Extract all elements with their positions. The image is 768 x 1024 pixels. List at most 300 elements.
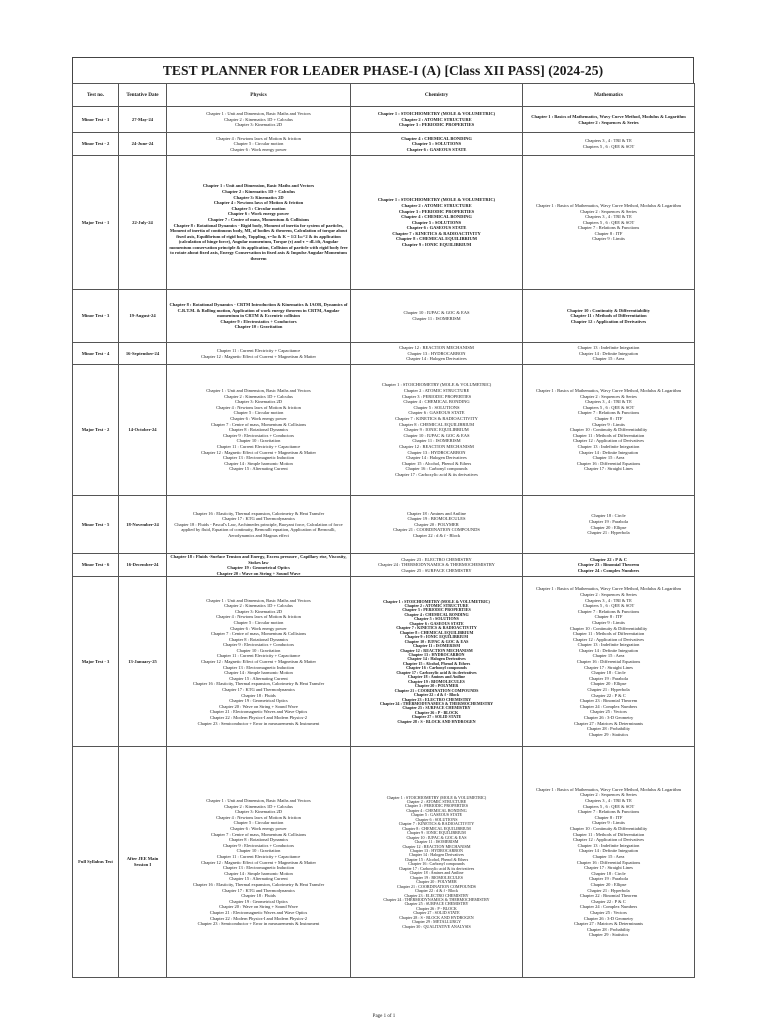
maths-chapter-line: Chapter 14 : Definite Integration <box>579 647 638 653</box>
test-number-cell: Major Test - 1 <box>73 156 119 290</box>
chemistry-chapter-line: Chapter 26 : P - BLOCK <box>414 709 459 715</box>
physics-chapter-line: Chapter 23 : Semiconductor + Error in measurements & Instrument <box>197 720 320 726</box>
table-row <box>73 133 695 156</box>
physics-chapter-line: Chapter 9 : Electrostatics + Conductors <box>220 318 297 324</box>
physics-chapter-line: Chapter 16 : Elasticity, Thermal expansion, Calorimetry & Heat Transfer <box>192 681 325 687</box>
physics-chapter-line: Chapter 3: Kinematics 2D <box>234 399 283 405</box>
maths-chapter-line: Chapter 10 : Continuity & Differentiability <box>569 427 648 433</box>
chemistry-chapter-line: Chapter 27 : SOLID STATE <box>411 714 462 720</box>
chemistry-chapter-line: Chapter 16 : Carbonyl compounds <box>406 665 467 671</box>
test-number-cell: Major Test - 3 <box>73 577 119 747</box>
maths-syllabus-cell <box>523 107 695 133</box>
chemistry-chapter-line: Chapter 5 : SOLUTIONS <box>411 141 462 147</box>
physics-chapter-line: Chapter 4 : Newtons laws of Motion & friction <box>216 404 301 410</box>
physics-chapter-line: Chapter 5 : Circular motion <box>233 410 284 416</box>
maths-chapter-line: Chapter 22 : Binomial Theorem <box>579 893 638 899</box>
maths-chapter-line: Chapter 27 : Matrices & Determinants <box>573 720 644 726</box>
physics-chapter-line: Chapter 2 : Kinematics 1D + Calculus <box>224 116 293 122</box>
physics-chapter-line: Chapter 5 : Circular motion <box>233 619 284 625</box>
physics-chapter-line: Chapter 17 : KTG and Thermodynamics <box>222 687 295 693</box>
chemistry-chapter-line: Chapter 15 : Alcohol, Phenol & Ethers <box>402 660 471 666</box>
maths-chapter-line: Chapters 5 , 6 : QEE & SOT <box>582 219 635 225</box>
chemistry-chapter-line: Chapter 10 : IUPAC & GOC & EAS <box>404 638 469 644</box>
physics-chapter-line: Chapter 9 : Electrostatics + Conductors <box>223 432 294 438</box>
physics-chapter-line: Chapter 22 : Modern Physics-I and Modern Physics-2 <box>209 715 308 721</box>
chemistry-chapter-line: Chapter 21 : COORDINATION COMPOUNDS <box>394 687 479 693</box>
maths-chapter-line: Chapter 2 : Sequences & Series <box>580 792 637 798</box>
maths-chapter-line: Chapter 17 : Straight Lines <box>584 466 633 472</box>
maths-chapter-line: Chapter 9 : Limits <box>592 619 625 625</box>
chemistry-chapter-line: Chapter 6 : GASEOUS STATE <box>408 410 465 416</box>
physics-chapter-line: Chapter 19 : Geometrical Optics <box>229 898 288 904</box>
chemistry-chapter-line: Chapter 12 : REACTION MECHANISM <box>402 843 471 849</box>
maths-chapter-line: Chapter 1 : Basics of Mathematics, Wavy Curve Method, Modulus & Logarithm <box>531 113 686 119</box>
chemistry-syllabus-cell <box>351 343 523 365</box>
maths-chapter-line: Chapter 7 : Relations & Functions <box>577 410 640 416</box>
chemistry-chapter-line: Chapter 7 : KINETICS & RADIOACTIVITY <box>392 230 481 236</box>
maths-chapter-line: Chapter 19 : Parabola <box>588 675 629 681</box>
chemistry-chapter-line: Chapter 7 : KINETICS & RADIOACTIVITY <box>396 625 477 631</box>
maths-chapter-line: Chapter 17 : Straight Lines <box>584 865 633 871</box>
maths-chapter-line: Chapter 17 : Straight Lines <box>584 664 633 670</box>
table-row <box>73 343 695 365</box>
test-number-cell: Minor Test - 2 <box>73 133 119 156</box>
physics-chapter-line: Chapter 19 : Geometrical Optics <box>229 698 288 704</box>
maths-chapter-line: Chapter 24 : Complex Numbers <box>577 567 640 573</box>
chemistry-chapter-line: Chapter 15 : Alcohol, Phenol & Ethers <box>404 856 469 862</box>
maths-chapter-line: Chapter 26 : 3-D Geometry <box>583 915 634 921</box>
maths-chapter-line: Chapter 15 : Area <box>592 356 625 362</box>
maths-chapter-line: Chapter 20 : Ellipse <box>590 524 627 530</box>
chemistry-chapter-line: Chapter 1 : STOICHIOMETRY (MOLE & VOLUMETRIC) <box>386 794 487 800</box>
chemistry-chapter-line: Chapter 24 : THERMODYNAMICS & THERMOCHEMISTRY <box>383 897 490 902</box>
test-number-cell: Minor Test - 1 <box>73 107 119 133</box>
maths-syllabus-cell <box>523 747 695 978</box>
physics-syllabus-cell <box>167 554 351 577</box>
chemistry-chapter-line: Chapter 2 : ATOMIC STRUCTURE <box>401 202 472 208</box>
maths-chapter-line: Chapter 22 : P & C <box>589 556 628 562</box>
chemistry-chapter-line: Chapter 24 : THERMODYNAMICS & THERMOCHEMISTRY <box>379 700 494 706</box>
chemistry-chapter-line: Chapter 13 : HYDROCARBON <box>407 449 466 455</box>
chemistry-chapter-line: Chapter 11 : ISOMERISM <box>412 438 461 444</box>
maths-chapter-line: Chapter 20 : Ellipse <box>590 881 627 887</box>
maths-chapter-line: Chapter 10 : Continuity & Differentiability <box>569 625 648 631</box>
chemistry-chapter-line: Chapter 8 : CHEMICAL EQUILIBRIUM <box>402 825 471 831</box>
chemistry-syllabus-cell <box>351 496 523 554</box>
maths-chapter-line: Chapter 16 : Differential Equations <box>576 460 641 466</box>
chemistry-chapter-line: Chapter 10 : IUPAC & GOC & EAS <box>406 834 467 840</box>
header-tentative-date: Tentative Date <box>119 84 167 107</box>
chemistry-chapter-line: Chapter 17 : Carboxylic acid & its derivatives <box>395 471 478 477</box>
chemistry-chapter-line: Chapter 17 : Carboxylic acid & its derivatives <box>396 669 477 675</box>
maths-chapter-line: Chapter 22 : P & C <box>591 692 626 698</box>
chemistry-chapter-line: Chapter 19 : BIOMOLECULES <box>407 516 466 522</box>
chemistry-chapter-line: Chapter 25 : SURFACE CHEMISTRY <box>401 567 472 573</box>
chemistry-chapter-line: Chapter 3 : PERIODIC PROPERTIES <box>398 122 475 128</box>
physics-chapter-line: Chapter 8 : Rotational Dynamics - Rigid body, Moment of inertia for system of particles, Moment of inertia of continuous body, MI, of bodies & theorem, Calculation of torque about fixed axis, Equilibrium of rigid body, Toppling, τ=Iα & K = 1/2 Iω^2 & its application (calculation of hinge force), Angular momentum, Torque (τ) and τ = dL/dt, Angular momentum conservation principle & its application, Collision of particle with rigid body free to rotate about fixed axis, Energy Conservation in fixed axis & Impulse Angular Momentum theorem <box>169 222 348 262</box>
maths-chapter-line: Chapter 25 : Vectors <box>590 709 627 715</box>
physics-syllabus-cell <box>167 496 351 554</box>
maths-chapter-line: Chapter 13 : Indefinite Integration <box>577 345 640 351</box>
maths-chapter-line: Chapter 11 : Methods of Differentiation <box>572 831 645 837</box>
maths-chapter-line: Chapter 24 : Complex Numbers <box>579 904 638 910</box>
physics-chapter-line: Chapter 2 : Kinematics 1D + Calculus <box>222 188 295 194</box>
physics-chapter-line: Chapter 13 : Electromagnetic Induction <box>222 455 295 461</box>
physics-chapter-line: Chapter 14 : Simple harmonic Motion <box>224 870 293 876</box>
maths-chapter-line: Chapter 1 : Basics of Mathematics, Wavy Curve Method, Modulus & Logarithm <box>536 202 681 208</box>
chemistry-chapter-line: Chapter 3 : PERIODIC PROPERTIES <box>405 803 468 809</box>
chemistry-chapter-line: Chapter 4 : CHEMICAL BONDING <box>401 214 472 220</box>
header-mathematics: Mathematics <box>523 84 695 107</box>
physics-chapter-line: Chapter 3: Kinematics 2D <box>234 809 283 815</box>
physics-chapter-line: Chapter 7 : Centre of mass, Momentum & Collisions <box>210 631 307 637</box>
physics-chapter-line: Chapter 12 : Magnetic Effect of Current + Magnetism & Matter <box>201 353 316 359</box>
physics-chapter-line: Chapter 1 : Unit and Dimension, Basic Maths and Vectors <box>206 388 311 394</box>
maths-chapter-line: Chapters 5 , 6 : QEE & SOT <box>582 803 635 809</box>
test-number-cell: Minor Test - 3 <box>73 290 119 343</box>
physics-chapter-line: Chapter 18 : Fluids -Surface Tension and Energy, Excess pressure , Capillary rise, Viscosity, Stokes law <box>170 554 347 565</box>
maths-chapter-line: Chapter 18 : Circle <box>591 870 626 876</box>
physics-chapter-line: Chapter 1 : Unit and Dimension, Basic Maths and Vectors <box>206 597 311 603</box>
maths-chapter-line: Chapter 11 : Methods of Differentiation <box>572 432 645 438</box>
chemistry-syllabus-cell <box>351 577 523 747</box>
chemistry-syllabus-cell <box>351 365 523 496</box>
chemistry-chapter-line: Chapter 29 : METALLURGY <box>411 919 462 925</box>
maths-chapter-line: Chapter 23 : Binomial Theorem <box>577 562 640 568</box>
chemistry-chapter-line: Chapter 21 : COORDINATION COMPOUNDS <box>397 883 476 889</box>
physics-chapter-line: Chapter 18 : Fluids <box>241 893 276 899</box>
chemistry-chapter-line: Chapter 5 : SOLUTIONS <box>411 219 462 225</box>
physics-chapter-line: Chapter 11 : Current Electricity + Capacitance <box>216 443 301 449</box>
physics-chapter-line: Chapter 8 : Rotational Dynamics - CRTM Introduction & Kinematics & IAOR, Dynamics of C.R.T.M. & Rolling motion, Application of work energy theorem in CRTM, Angular momentum in CRTM & Eccentric collision <box>169 302 348 319</box>
chemistry-chapter-line: Chapter 14 : Halogen Derivatives <box>406 356 467 362</box>
test-number-cell: Full Syllabus Test <box>73 747 119 978</box>
maths-chapter-line: Chapters 3 , 4 : TRI & TE <box>585 138 632 144</box>
maths-chapter-line: Chapter 2 : Sequences & Series <box>580 208 637 214</box>
chemistry-chapter-line: Chapter 3 : PERIODIC PROPERTIES <box>402 607 471 613</box>
maths-chapter-line: Chapter 23 : Binomial Theorem <box>579 698 638 704</box>
chemistry-chapter-line: Chapter 16 : Carbonyl compounds <box>405 466 468 472</box>
tentative-date-cell: 18-November-24 <box>119 496 167 554</box>
tentative-date-cell: After JEE Main Session I <box>119 747 167 978</box>
chemistry-chapter-line: Chapter 2 : ATOMIC STRUCTURE <box>406 799 467 805</box>
maths-chapter-line: Chapter 24 : Complex Numbers <box>579 703 638 709</box>
physics-chapter-line: Chapter 5 : Circular motion <box>231 205 286 211</box>
chemistry-chapter-line: Chapter 14 : Halogen Derivatives <box>406 455 467 461</box>
physics-chapter-line: Chapter 1 : Unit and Dimension, Basic Maths and Vectors <box>206 111 311 117</box>
chemistry-chapter-line: Chapter 7 : KINETICS & RADIOACTIVITY <box>395 416 478 422</box>
physics-chapter-line: Chapter 2 : Kinematics 1D + Calculus <box>224 603 293 609</box>
chemistry-chapter-line: Chapter 20 : POLYMER <box>414 521 459 527</box>
chemistry-chapter-line: Chapter 1 : STOICHIOMETRY (MOLE & VOLUMETRIC) <box>377 197 496 203</box>
chemistry-chapter-line: Chapter 4 : CHEMICAL BONDING <box>404 611 469 617</box>
table-row <box>73 747 695 978</box>
chemistry-chapter-line: Chapter 10 : IUPAC & GOC & EAS <box>403 432 470 438</box>
chemistry-chapter-line: Chapter 1 : STOICHIOMETRY (MOLE & VOLUMETRIC) <box>377 111 496 117</box>
physics-chapter-line: Chapter 11 : Current Electricity + Capacitance <box>216 653 301 659</box>
chemistry-chapter-line: Chapter 18 : Amines and Aniline <box>409 870 464 876</box>
chemistry-chapter-line: Chapter 9 : IONIC EQUILIBRIUM <box>404 634 469 640</box>
chemistry-chapter-line: Chapter 15 : Alcohol, Phenol & Ethers <box>401 460 472 466</box>
chemistry-chapter-line: Chapter 23 : ELECTRO CHEMISTRY <box>404 892 469 898</box>
maths-chapter-line: Chapter 28 : Probability <box>586 726 631 732</box>
physics-chapter-line: Chapter 6 : Work energy power <box>227 211 290 217</box>
chemistry-chapter-line: Chapter 27 : SOLID STATE <box>413 910 460 916</box>
maths-chapter-line: Chapter 12 : Application of Derivatives <box>570 318 647 324</box>
maths-chapter-line: Chapters 5 , 6 : QEE & SOT <box>582 404 635 410</box>
maths-syllabus-cell <box>523 496 695 554</box>
chemistry-syllabus-cell <box>351 156 523 290</box>
physics-chapter-line: Chapter 21 : Electromagnetic Waves and Wave Optics <box>209 909 308 915</box>
maths-chapter-line: Chapter 21 : Hyperbola <box>587 887 630 893</box>
physics-chapter-line: Chapter 15 : Alternating Current <box>229 675 288 681</box>
physics-chapter-line: Chapter 17 : KTG and Thermodynamics <box>222 887 295 893</box>
chemistry-chapter-line: Chapter 5 : GASEOUS STATE <box>410 812 463 818</box>
chemistry-chapter-line: Chapter 2 : ATOMIC STRUCTURE <box>401 116 472 122</box>
chemistry-chapter-line: Chapter 18 : Amines and Aniline <box>406 510 467 516</box>
physics-chapter-line: Chapter 10 : Gravitation <box>234 324 283 330</box>
physics-chapter-line: Chapter 12 : Magnetic Effect of Current + Magnetism & Matter <box>201 449 316 455</box>
maths-chapter-line: Chapter 16 : Differential Equations <box>576 659 641 665</box>
maths-chapter-line: Chapter 9 : Limits <box>592 820 625 826</box>
chemistry-chapter-line: Chapter 26 : P - BLOCK <box>416 905 457 911</box>
physics-chapter-line: Chapter 4 : Newtons laws of Motion & friction <box>216 614 301 620</box>
chemistry-chapter-line: Chapter 22 : d & f - Block <box>412 532 461 538</box>
maths-chapter-line: Chapter 22 : P & C <box>591 898 626 904</box>
physics-chapter-line: Chapter 11 : Current Electricity + Capacitance <box>216 347 301 353</box>
maths-chapter-line: Chapter 8 : ITF <box>594 814 623 820</box>
physics-chapter-line: Chapter 4 : Newtons laws of Motion & friction <box>216 135 301 141</box>
maths-syllabus-cell <box>523 577 695 747</box>
chemistry-chapter-line: Chapter 25 : SURFACE CHEMISTRY <box>402 705 471 711</box>
test-number-cell: Minor Test - 4 <box>73 343 119 365</box>
chemistry-syllabus-cell <box>351 747 523 978</box>
chemistry-syllabus-cell <box>351 554 523 577</box>
maths-chapter-line: Chapters 3 , 4 : TRI & TE <box>585 597 632 603</box>
chemistry-chapter-line: Chapter 2 : ATOMIC STRUCTURE <box>404 602 469 608</box>
physics-syllabus-cell <box>167 156 351 290</box>
maths-chapter-line: Chapter 20 : Ellipse <box>590 681 627 687</box>
physics-chapter-line: Chapter 15 : Alternating Current <box>229 876 288 882</box>
tentative-date-cell: 14-October-24 <box>119 365 167 496</box>
chemistry-chapter-line: Chapter 1 : STOICHIOMETRY (MOLE & VOLUMETRIC) <box>381 382 492 388</box>
maths-chapter-line: Chapter 14 : Definite Integration <box>579 848 638 854</box>
chemistry-syllabus-cell <box>351 290 523 343</box>
maths-chapter-line: Chapter 13 : Indefinite Integration <box>577 842 640 848</box>
maths-chapter-line: Chapter 21 : Hyperbola <box>587 530 630 536</box>
chemistry-chapter-line: Chapter 25 : SURFACE CHEMISTRY <box>404 901 469 907</box>
page-footer: Page 1 of 1 <box>372 1014 396 1019</box>
physics-syllabus-cell <box>167 343 351 365</box>
maths-chapter-line: Chapter 9 : Limits <box>592 236 625 242</box>
maths-chapter-line: Chapter 8 : ITF <box>594 614 623 620</box>
physics-chapter-line: Chapter 22 : Modern Physics-I and Modern Physics-2 <box>209 915 308 921</box>
chemistry-chapter-line: Chapter 19 : BIOMOLECULES <box>410 874 463 880</box>
chemistry-chapter-line: Chapter 18 : Amines and Aniline <box>407 674 466 680</box>
chemistry-chapter-line: Chapter 11 : ISOMERISM <box>412 316 461 321</box>
maths-chapter-line: Chapters 5 , 6 : QEE & SOT <box>582 603 635 609</box>
table-row <box>73 496 695 554</box>
physics-syllabus-cell <box>167 107 351 133</box>
maths-chapter-line: Chapter 19 : Parabola <box>588 518 629 524</box>
test-planner-table <box>72 83 695 978</box>
physics-chapter-line: Chapter 14 : Simple harmonic Motion <box>224 670 293 676</box>
maths-chapter-line: Chapter 1 : Basics of Mathematics, Wavy Curve Method, Modulus & Logarithm <box>536 388 681 394</box>
physics-syllabus-cell <box>167 290 351 343</box>
physics-chapter-line: Chapter 9 : Electrostatics + Conductors <box>223 842 294 848</box>
physics-chapter-line: Chapter 4 : Newtons laws of Motion & friction <box>213 200 304 206</box>
maths-chapter-line: Chapter 18 : Circle <box>591 670 626 676</box>
physics-syllabus-cell <box>167 577 351 747</box>
physics-chapter-line: Chapter 20 : Wave on String + Sound Wave <box>216 570 301 576</box>
physics-chapter-line: Chapter 12 : Magnetic Effect of Current + Magnetism & Matter <box>201 859 316 865</box>
header-physics: Physics <box>167 84 351 107</box>
maths-chapter-line: Chapter 28 : Probability <box>586 926 631 932</box>
chemistry-chapter-line: Chapter 14 : Halogen Derivatives <box>408 852 465 858</box>
chemistry-chapter-line: Chapter 6 : SOLUTIONS <box>415 816 458 822</box>
maths-chapter-line: Chapter 2 : Sequences & Series <box>580 393 637 399</box>
physics-chapter-line: Chapter 3: Kinematics 2D <box>234 122 283 128</box>
physics-chapter-line: Chapter 5 : Circular motion <box>233 141 284 147</box>
chemistry-chapter-line: Chapter 7 : KINETICS & RADIOACTIVITY <box>398 821 475 827</box>
tentative-date-cell: 16-December-24 <box>119 554 167 577</box>
chemistry-chapter-line: Chapter 20 : POLYMER <box>416 879 457 885</box>
physics-chapter-line: Chapter 20 : Wave on String + Sound Wave <box>219 703 298 709</box>
test-number-cell: Minor Test - 5 <box>73 496 119 554</box>
maths-chapter-line: Chapter 29 : Statistics <box>588 932 629 938</box>
physics-chapter-line: Chapter 8 : Rotational Dynamics <box>228 837 289 843</box>
chemistry-chapter-line: Chapter 8 : CHEMICAL EQUILIBRIUM <box>396 236 477 242</box>
chemistry-chapter-line: Chapter 11 : ISOMERISM <box>412 643 461 649</box>
physics-chapter-line: Chapter 7 : Centre of mass, Momentum & Collisions <box>210 831 307 837</box>
physics-chapter-line: Chapter 5 : Circular motion <box>233 820 284 826</box>
tentative-date-cell: 19-August-24 <box>119 290 167 343</box>
chemistry-chapter-line: Chapter 19 : BIOMOLECULES <box>408 678 465 684</box>
physics-chapter-line: Chapter 14 : Simple harmonic Motion <box>224 460 293 466</box>
chemistry-chapter-line: Chapter 4 : CHEMICAL BONDING <box>403 399 470 405</box>
chemistry-chapter-line: Chapter 12 : REACTION MECHANISM <box>399 443 474 449</box>
maths-chapter-line: Chapters 3 , 4 : TRI & TE <box>585 214 632 220</box>
chemistry-chapter-line: Chapter 5 : SOLUTIONS <box>414 616 459 622</box>
test-number-cell: Minor Test - 6 <box>73 554 119 577</box>
chemistry-chapter-line: Chapter 3 : PERIODIC PROPERTIES <box>398 208 475 214</box>
chemistry-chapter-line: Chapter 6 : GASEOUS STATE <box>409 620 464 626</box>
chemistry-chapter-line: Chapter 4 : CHEMICAL BONDING <box>406 807 467 813</box>
maths-chapter-line: Chapters 3 , 4 : TRI & TE <box>585 399 632 405</box>
chemistry-chapter-line: Chapter 8 : CHEMICAL EQUILIBRIUM <box>398 421 475 427</box>
maths-chapter-line: Chapter 10 : Continuity & Differentiability <box>569 826 648 832</box>
maths-chapter-line: Chapter 12 : Application of Derivatives <box>572 837 645 843</box>
chemistry-chapter-line: Chapter 14 : Halogen Derivatives <box>407 656 466 662</box>
physics-chapter-line: Chapter 9 : Electrostatics + Conductors <box>223 642 294 648</box>
physics-chapter-line: Chapter 16 : Elasticity, Thermal expansion, Calorimetry & Heat Transfer <box>192 510 325 516</box>
chemistry-chapter-line: Chapter 1 : STOICHIOMETRY (MOLE & VOLUMETRIC) <box>383 598 490 604</box>
chemistry-chapter-line: Chapter 28 : S - BLOCK AND HYDROGEN <box>399 914 474 920</box>
chemistry-chapter-line: Chapter 28 : S - BLOCK AND HYDROGEN <box>397 718 476 724</box>
physics-chapter-line: Chapter 13 : Electromagnetic Induction <box>222 865 295 871</box>
physics-chapter-line: Chapter 6 : Work energy power <box>230 625 287 631</box>
chemistry-chapter-line: Chapter 13 : HYDROCARBON <box>408 651 465 657</box>
maths-chapter-line: Chapter 2 : Sequences & Series <box>580 591 637 597</box>
physics-chapter-line: Chapter 11 : Current Electricity + Capacitance <box>216 853 301 859</box>
maths-chapter-line: Chapter 12 : Application of Derivatives <box>572 438 645 444</box>
physics-chapter-line: Chapter 19 : Geometrical Optics <box>227 565 290 571</box>
maths-chapter-line: Chapter 8 : ITF <box>594 416 623 422</box>
physics-chapter-line: Chapter 10 : Gravitation <box>236 438 281 444</box>
chemistry-chapter-line: Chapter 9 : IONIC EQUILIBRIUM <box>404 427 469 433</box>
maths-chapter-line: Chapter 27 : Matrices & Determinants <box>573 921 644 927</box>
maths-chapter-line: Chapter 7 : Relations & Functions <box>577 225 640 231</box>
maths-chapter-line: Chapter 11 : Methods of Differentiation <box>570 313 647 319</box>
tentative-date-cell: 13-January-25 <box>119 577 167 747</box>
chemistry-chapter-line: Chapter 30 : QUALITATIVE ANALYSIS <box>402 923 471 929</box>
chemistry-chapter-line: Chapter 13 : HYDROCARBON <box>410 848 463 854</box>
maths-chapter-line: Chapter 14 : Definite Integration <box>579 350 638 356</box>
table-row <box>73 577 695 747</box>
page-title: TEST PLANNER FOR LEADER PHASE-I (A) [Class XII PASS] (2024-25) <box>72 57 694 83</box>
chemistry-syllabus-cell <box>351 133 523 156</box>
header-chemistry: Chemistry <box>351 84 523 107</box>
chemistry-chapter-line: Chapter 23 : ELECTRO CHEMISTRY <box>401 556 472 562</box>
chemistry-chapter-line: Chapter 10 : IUPAC & GOC & EAS <box>403 310 470 316</box>
header-row <box>73 84 695 107</box>
maths-chapter-line: Chapters 3 , 4 : TRI & TE <box>585 798 632 804</box>
maths-chapter-line: Chapter 1 : Basics of Mathematics, Wavy Curve Method, Modulus & Logarithm <box>536 586 681 592</box>
chemistry-chapter-line: Chapter 12 : REACTION MECHANISM <box>399 345 474 351</box>
physics-chapter-line: Chapter 4 : Newtons laws of Motion & friction <box>216 814 301 820</box>
chemistry-chapter-line: Chapter 13 : HYDROCARBON <box>407 350 466 356</box>
test-number-cell: Major Test - 2 <box>73 365 119 496</box>
physics-chapter-line: Chapter 2 : Kinematics 1D + Calculus <box>224 803 293 809</box>
physics-chapter-line: Chapter 8 : Rotational Dynamics <box>228 427 289 433</box>
physics-chapter-line: Chapter 17 : KTG and Thermodynamics <box>222 516 295 522</box>
maths-chapter-line: Chapter 7 : Relations & Functions <box>577 608 640 614</box>
physics-syllabus-cell <box>167 365 351 496</box>
maths-syllabus-cell <box>523 156 695 290</box>
physics-chapter-line: Chapter 18 : Fluids <box>241 692 276 698</box>
tentative-date-cell: 27-May-24 <box>119 107 167 133</box>
table-row <box>73 107 695 133</box>
chemistry-chapter-line: Chapter 6 : GASEOUS STATE <box>406 225 467 231</box>
maths-syllabus-cell <box>523 290 695 343</box>
physics-chapter-line: Chapter 23 : Semiconductor + Error in measurements & Instrument <box>197 921 320 927</box>
physics-chapter-line: Chapter 6 : Work energy power <box>230 416 287 422</box>
maths-chapter-line: Chapter 15 : Area <box>592 455 625 461</box>
maths-chapter-line: Chapter 9 : Limits <box>592 421 625 427</box>
chemistry-chapter-line: Chapter 6 : GASEOUS STATE <box>406 146 467 152</box>
maths-chapter-line: Chapter 10 : Continuity & Differentiability <box>567 307 650 313</box>
maths-syllabus-cell <box>523 133 695 156</box>
physics-chapter-line: Chapter 1 : Unit and Dimension, Basic Maths and Vectors <box>202 183 315 189</box>
chemistry-chapter-line: Chapter 9 : IONIC EQUILIBRIUM <box>407 830 466 836</box>
maths-chapter-line: Chapter 29 : Statistics <box>588 731 629 737</box>
chemistry-chapter-line: Chapter 21 : COORDINATION COMPOUNDS <box>393 527 480 533</box>
physics-syllabus-cell <box>167 133 351 156</box>
chemistry-chapter-line: Chapter 22 : d & f - Block <box>413 692 460 698</box>
physics-chapter-line: Chapter 3: Kinematics 2D <box>234 608 283 614</box>
table-row <box>73 290 695 343</box>
maths-chapter-line: Chapter 19 : Parabola <box>588 876 629 882</box>
maths-chapter-line: Chapter 13 : Indefinite Integration <box>577 642 640 648</box>
chemistry-chapter-line: Chapter 3 : PERIODIC PROPERTIES <box>401 393 472 399</box>
chemistry-chapter-line: Chapter 11 : ISOMERISM <box>414 839 459 845</box>
physics-chapter-line: Chapter 10 : Gravitation <box>236 848 281 854</box>
maths-chapter-line: Chapters 5 , 6 : QEE & SOT <box>582 144 635 149</box>
physics-chapter-line: Chapter 7 : Centre of mass, Momentum & Collisions <box>210 421 307 427</box>
physics-chapter-line: Chapter 3: Kinematics 2D <box>233 194 284 200</box>
maths-chapter-line: Chapter 15 : Area <box>592 653 625 659</box>
tentative-date-cell: 22-July-24 <box>119 156 167 290</box>
